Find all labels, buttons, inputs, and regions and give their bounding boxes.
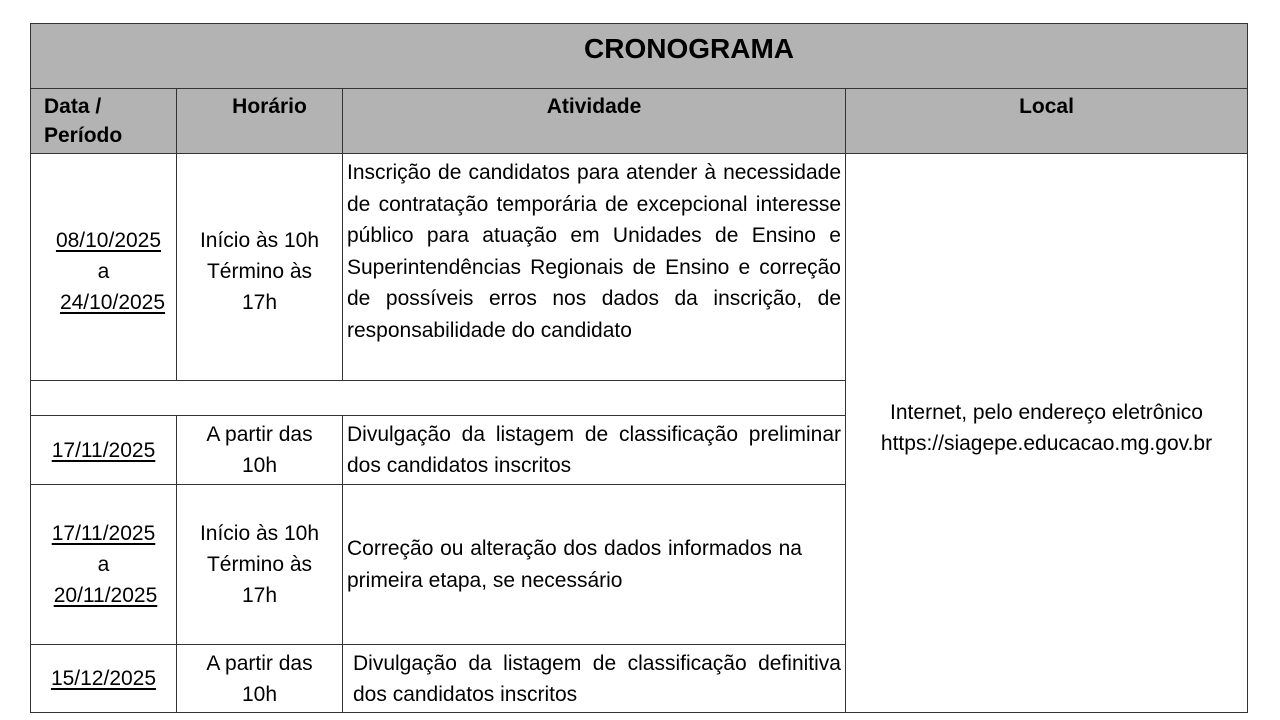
table-row-3-date — [30, 484, 177, 645]
date-end: 24/10/2025 — [59, 290, 166, 314]
table-row-4-time — [176, 644, 343, 713]
table-row-1-activity — [342, 153, 846, 381]
local-url: https://siagepe.educacao.mg.gov.br — [880, 432, 1213, 455]
local-text: Internet, pelo endereço eletrônico — [890, 401, 1203, 424]
table-row-4-activity — [342, 644, 846, 713]
time-line: A partir das — [206, 651, 313, 675]
table-row-3-activity — [342, 484, 846, 645]
time-line: 17h — [241, 584, 278, 607]
date-separator: a — [97, 259, 110, 283]
header-atividade-label: Atividade — [546, 95, 642, 118]
time-line: 10h — [241, 454, 278, 477]
header-data-periodo — [30, 88, 177, 154]
activity-text: Correção ou alteração dos dados informados na primeira etapa, se necessário — [347, 537, 802, 592]
table-title-cell — [30, 23, 1248, 89]
header-local — [845, 88, 1248, 154]
date-start: 15/12/2025 — [50, 667, 157, 690]
table-row-1-time — [176, 153, 343, 381]
time-line: 10h — [241, 682, 278, 706]
table-row-1-date — [30, 153, 177, 381]
date-separator: a — [97, 553, 110, 576]
header-horario — [176, 88, 343, 154]
time-line: 17h — [241, 290, 278, 314]
time-line: Início às 10h — [199, 228, 320, 252]
table-row-3-time — [176, 484, 343, 645]
date-end: 20/11/2025 — [53, 584, 158, 607]
table-row-2-activity — [342, 415, 846, 485]
time-line: Término às — [206, 259, 313, 283]
time-line: Término às — [206, 553, 313, 576]
activity-text: Divulgação da listagem de classificação definitiva dos candidatos inscritos — [353, 652, 841, 706]
header-periodo-label: Período — [44, 124, 123, 147]
time-line: Início às 10h — [199, 522, 320, 545]
activity-text: Inscrição de candidatos para atender à necessidade de contratação temporária de excepcional interesse público para atuação em Unidades de Ensino e Superintendências Regionais de Ensino e correção de possíveis erros nos dados da inscrição, de responsabilidade do candidato — [347, 161, 841, 342]
table-row-4-date — [30, 644, 177, 713]
date-start: 08/10/2025 — [55, 228, 162, 252]
table-row-2-date — [30, 415, 177, 485]
table-title: CRONOGRAMA — [584, 33, 794, 64]
date-start: 17/11/2025 — [51, 522, 156, 545]
time-line: A partir das — [206, 423, 313, 446]
local-cell — [845, 153, 1248, 713]
date-start: 17/11/2025 — [51, 438, 156, 462]
activity-text: Divulgação da listagem de classificação preliminar dos candidatos inscritos — [347, 423, 841, 477]
empty-row — [30, 380, 846, 416]
header-atividade — [342, 88, 846, 154]
header-horario-label: Horário — [232, 95, 307, 118]
table-row-2-time — [176, 415, 343, 485]
header-data-label: Data / — [44, 95, 102, 118]
header-local-label: Local — [1019, 95, 1074, 118]
